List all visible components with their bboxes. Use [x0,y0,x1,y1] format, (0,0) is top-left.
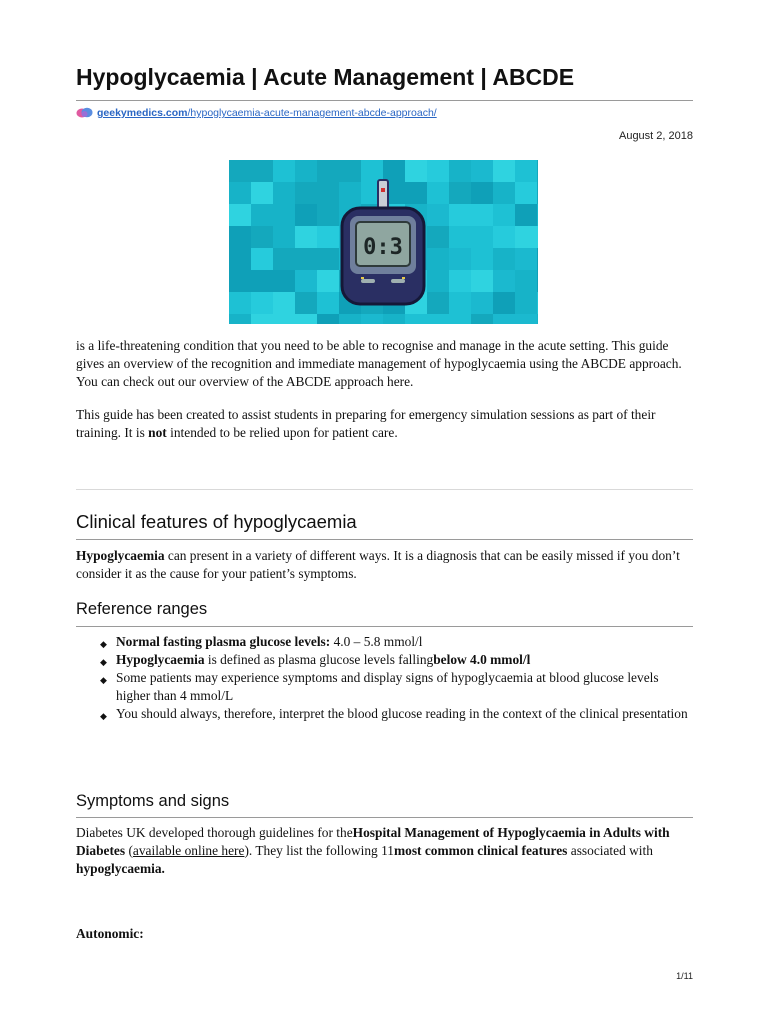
pixel-tile [317,270,339,292]
autonomic-subheading: Autonomic: [76,926,144,941]
pixel-tile [361,160,383,182]
pixel-tile [493,204,515,226]
pixel-tile [273,182,295,204]
pixel-tile [515,248,537,270]
pixel-tile [229,314,251,324]
pixel-tile [493,248,515,270]
page-number: 1/11 [676,971,693,981]
pixel-tile [317,160,339,182]
clinical-heading-rule [76,539,693,540]
pixel-tile [229,182,251,204]
source-link[interactable] [76,107,437,119]
pixel-tile [515,292,537,314]
pixel-tile [273,226,295,248]
pixel-tile [537,270,538,292]
pixel-tile [229,226,251,248]
pixel-tile [449,292,471,314]
pixel-tile [295,204,317,226]
pixel-tile [317,226,339,248]
publish-date: August 2, 2018 [618,130,693,142]
pixel-tile [339,182,361,204]
pixel-tile [251,204,273,226]
pixel-tile [471,160,493,182]
list-item: ◆ Normal fasting plasma glucose levels: 4.0 – 5.8 mmol/l [76,633,693,651]
pixel-tile [405,314,427,324]
pixel-tile [427,248,449,270]
pixel-tile [295,270,317,292]
pixel-tile [471,270,493,292]
clinical-paragraph: Hypoglycaemia can present in a variety of different ways. It is a diagnosis that can be easily missed if you don’t consider it as the cause for your patient’s symptoms. [76,548,680,581]
pixel-tile [251,314,273,324]
symptoms-signs-heading: Symptoms and signs [76,792,230,810]
pixel-tile [427,292,449,314]
source-domain[interactable]: geekymedics.com [97,107,188,119]
pixel-tile [229,160,251,182]
pixel-tile [449,314,471,324]
pixel-tile [471,226,493,248]
symptoms-paragraph: Diabetes UK developed thorough guidelines for theHospital Management of Hypoglycaemia in Adults with Diabetes (available online here). They list the following 11most common clinical features associated with hypoglycaemia. [76,825,670,876]
pixel-tile [537,204,538,226]
pixel-tile [493,226,515,248]
guidelines-link[interactable]: available online here [132,843,245,858]
pixel-tile [229,270,251,292]
pixel-tile [273,204,295,226]
pixel-tile [295,292,317,314]
pixel-tile [273,314,295,324]
brain-icon [76,107,94,119]
pixel-tile [361,314,383,324]
pixel-tile [427,314,449,324]
pixel-tile [449,248,471,270]
bullet-icon: ◆ [100,657,107,667]
clinical-features-heading: Clinical features of hypoglycaemia [76,511,357,532]
pixel-tile [273,160,295,182]
pixel-tile [295,160,317,182]
pixel-tile [537,248,538,270]
pixel-tile [405,182,427,204]
pixel-tile [537,160,538,182]
pixel-tile [339,314,361,324]
intro-paragraph-1: is a life-threatening condition that you need to be able to recognise and manage in the acute setting. This guide gives an overview of the recognition and immediate management of hypoglycaemia using the ABCDE approach. You can check out our overview of the ABCDE approach here. [76,338,682,389]
pixel-tile [493,182,515,204]
reference-list [76,633,693,723]
pixel-tile [537,292,538,314]
pixel-tile [317,182,339,204]
list-item: ◆ Hypoglycaemia is defined as plasma glucose levels fallingbelow 4.0 mmol/l [76,651,693,669]
pixel-tile [295,314,317,324]
pixel-tile [317,204,339,226]
pixel-tile [427,182,449,204]
pixel-tile [493,160,515,182]
pixel-tile [449,270,471,292]
bullet-icon: ◆ [100,711,107,721]
pixel-tile [515,160,537,182]
list-item: ◆ Some patients may experience symptoms and display signs of hypoglycaemia at blood glucose levels higher than 4 mmol/L [100,670,659,703]
pixel-tile [427,160,449,182]
reference-heading-rule [76,626,693,627]
pixel-tile [229,292,251,314]
section-divider [76,489,693,490]
pixel-tile [449,182,471,204]
pixel-tile [537,314,538,324]
pixel-tile [537,182,538,204]
pixel-tile [427,270,449,292]
title-divider [76,100,693,101]
pixel-tile [427,226,449,248]
glucose-meter-image [229,160,538,324]
pixel-tile [471,292,493,314]
pixel-tile [383,314,405,324]
pixel-tile [251,160,273,182]
pixel-tile [229,248,251,270]
pixel-tile [339,160,361,182]
list-item: ◆ You should always, therefore, interpret the blood glucose reading in the context of the clinical presentation [76,705,693,723]
pixel-tile [273,270,295,292]
pixel-tile [493,314,515,324]
reference-ranges-heading: Reference ranges [76,600,208,618]
pixel-tile [493,270,515,292]
page-title: Hypoglycaemia | Acute Management | ABCDE [76,64,575,90]
pixel-tile [317,248,339,270]
pixel-tile [515,204,537,226]
pixel-tile [251,226,273,248]
pixel-tile [251,248,273,270]
pixel-tile [295,182,317,204]
pixel-tile [471,204,493,226]
pixel-tile [515,182,537,204]
source-path[interactable]: /hypoglycaemia-acute-management-abcde-approach/ [187,107,437,119]
bullet-icon: ◆ [100,639,107,649]
pixel-tile [229,204,251,226]
pixel-tile [449,160,471,182]
pixel-tile [251,292,273,314]
pixel-tile [471,182,493,204]
pixel-tile [449,226,471,248]
pixel-tile [449,204,471,226]
meter-reading: 0:3 [363,235,403,260]
pixel-tile [273,292,295,314]
pixel-tile [251,270,273,292]
pixel-tile [251,182,273,204]
intro-paragraph-2: This guide has been created to assist students in preparing for emergency simulation sessions as part of their training. It is not intended to be relied upon for patient care. [76,407,656,440]
pixel-tile [295,226,317,248]
pixel-tile [515,270,537,292]
pixel-tile [427,204,449,226]
pixel-tile [471,248,493,270]
pixel-tile [471,314,493,324]
symptoms-heading-rule [76,817,693,818]
pixel-tile [537,226,538,248]
pixel-tile [383,160,405,182]
pixel-tile [515,314,537,324]
pixel-tile [405,160,427,182]
pixel-tile [317,292,339,314]
pixel-tile [493,292,515,314]
pixel-tile [515,226,537,248]
pixel-tile [295,248,317,270]
pixel-tile [317,314,339,324]
pixel-tile [273,248,295,270]
bullet-icon: ◆ [100,675,107,685]
